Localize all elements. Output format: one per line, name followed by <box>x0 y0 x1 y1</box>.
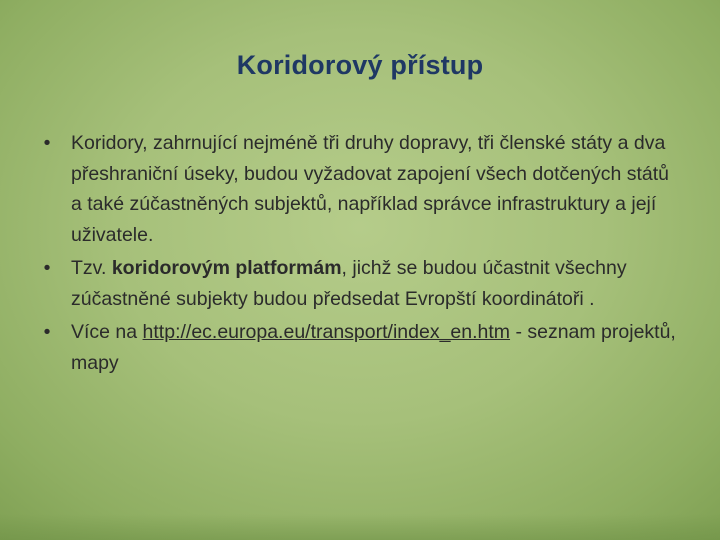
bullet-text: Koridory, zahrnující nejméně tři druhy dopravy, tři členské státy a dva přeshraniční úseky, budou vyžadovat zapojení všech dotčených států a také zúčastněných subjektů, například správce infrastruktury a její uživatele. <box>71 132 669 246</box>
bottom-band <box>0 514 720 540</box>
bullet-bold-term: koridorovým platformám <box>111 257 342 279</box>
transport-link[interactable]: http://ec.europa.eu/transport/index_en.htm <box>142 321 511 343</box>
bullet-item-corridors <box>36 128 676 250</box>
bullet-icon: • <box>43 257 51 279</box>
bullet-text-prefix: Tzv. <box>71 257 112 279</box>
bullet-text-prefix: Více na <box>71 321 143 343</box>
bullet-list <box>36 128 676 381</box>
bullet-text-suffix: - seznam projektů, mapy <box>71 321 676 374</box>
bullet-icon: • <box>43 132 51 154</box>
bullet-item-platforms <box>36 253 676 314</box>
bullet-item-more-info <box>36 317 676 378</box>
slide-title: Koridorový přístup <box>236 50 484 80</box>
bullet-text-suffix: , jichž se budou účastnit všechny zúčastněné subjekty budou předsedat Evropští koordinátoři . <box>71 257 627 310</box>
bullet-icon: • <box>43 321 51 343</box>
